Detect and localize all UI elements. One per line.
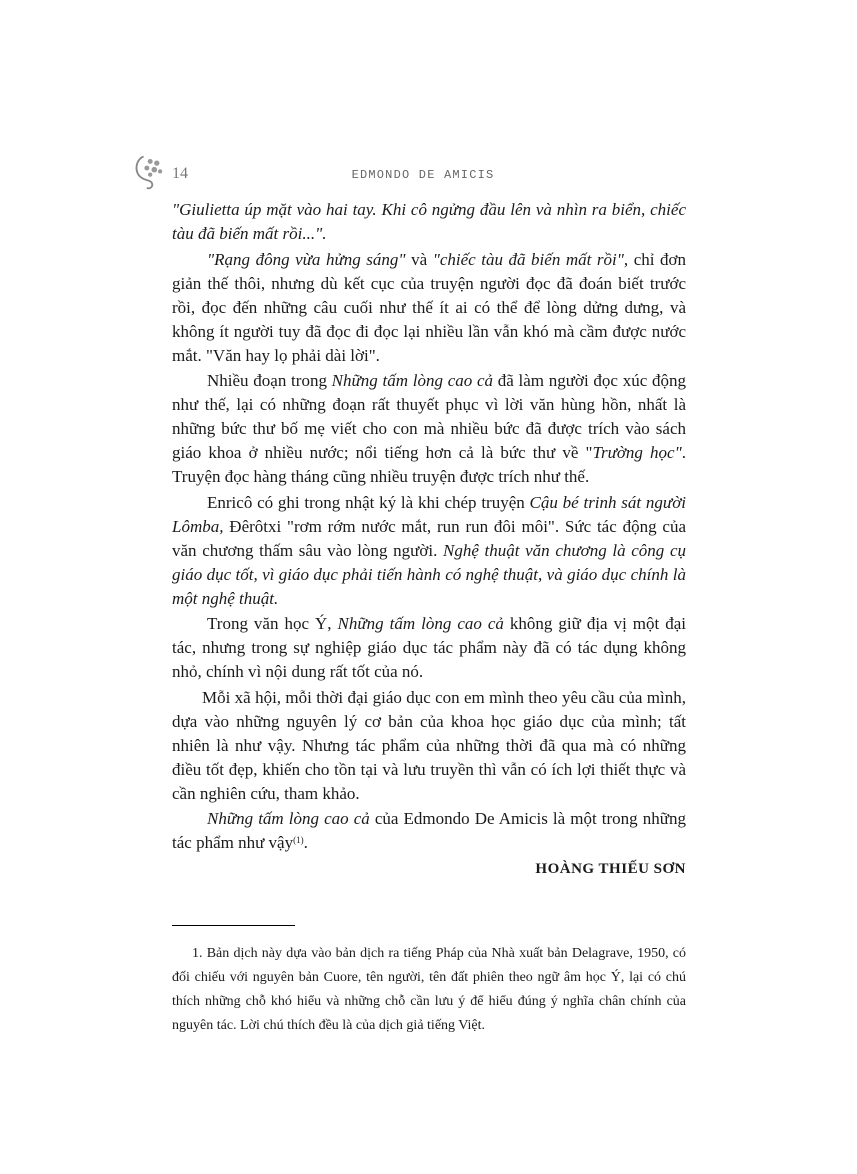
text-run: , chỉ đơn giản thế thôi, nhưng dù kết cục của truyện người đọc đã đoán biết trước rồi, đọc đến những câu cuối như thế ít ai có thể để lòng dửng dưng, và không ít người tuy đã đọc đi đọc lại nhiều lần vẫn khó mà cầm được nước mắt. "Văn hay lọ phải dài lời". bbox=[172, 249, 687, 365]
italic-text: Những tấm lòng cao cả bbox=[337, 614, 504, 633]
italic-text: Những tấm lòng cao cả bbox=[207, 809, 370, 828]
text-run: Đêrôtxi "rơm rớm nước mắt, run run đôi môi". Sức tác động của văn chương thấm sâu vào lòng người. bbox=[172, 516, 686, 560]
italic-text: "Rạng đông vừa hửng sáng" bbox=[207, 249, 406, 269]
italic-text: Trường học" bbox=[592, 443, 682, 462]
running-head: EDMONDO DE AMICIS bbox=[351, 168, 495, 182]
text-run: . Truyện đọc hàng tháng cũng nhiều truyện được trích như thế. bbox=[172, 443, 686, 486]
paragraph bbox=[172, 198, 686, 246]
italic-text: "Giulietta úp mặt vào hai tay. Khi cô ngửng đầu lên và nhìn ra biển, chiếc tàu đã biến mất rồi...". bbox=[172, 200, 686, 243]
text-run: Nhiều đoạn trong bbox=[207, 371, 332, 390]
italic-text: Nghệ thuật văn chương là công cụ giáo dục tốt, vì giáo dục phải tiến hành có nghệ thuật, và giáo dục chính là một nghệ thuật. bbox=[172, 540, 686, 608]
footnote: 1. Bản dịch này dựa vào bản dịch ra tiếng Pháp của Nhà xuất bản Delagrave, 1950, có đối chiếu với nguyên bản Cuore, tên người, tên đất phiên theo ngữ âm học Ý, lại có chú thích những chỗ khó hiểu và những chỗ cần lưu ý để hiểu đúng ý nghĩa chân chính của nguyên tác. Lời chú thích đều là của dịch giả tiếng Việt. bbox=[172, 946, 686, 1033]
page-number: 14 bbox=[172, 165, 188, 182]
text-run: đã làm người đọc xúc động như thế, lại có những đoạn rất thuyết phục vì lời văn hùng hồn, nhất là những bức thư bố mẹ viết cho con mà nhiều bức đã được trích vào sách giáo khoa ở nhiều nước; nổi tiếng hơn cả là bức thư về " bbox=[172, 371, 686, 462]
flower-ornament-icon bbox=[132, 150, 170, 196]
footnote-divider bbox=[172, 925, 295, 926]
text-run: không giữ địa vị một đại tác, nhưng trong sự nghiệp giáo dục tác phẩm này đã có tác dụng không nhỏ, chính vì nội dung rất tốt của nó. bbox=[172, 614, 686, 681]
text-run: của Edmondo De Amicis là một trong những tác phẩm như vậy bbox=[172, 809, 686, 852]
text-run: và bbox=[405, 249, 433, 269]
paragraph bbox=[172, 248, 686, 368]
paragraph bbox=[172, 491, 686, 611]
author-signature: HOÀNG THIẾU SƠN bbox=[535, 861, 686, 877]
paragraph bbox=[172, 807, 686, 855]
text-run: Mỗi xã hội, mỗi thời đại giáo dục con em mình theo yêu cầu của mình, dựa vào những nguyên lý cơ bản của khoa học giáo dục của mình; tất nhiên là như vậy. Nhưng tác phẩm của những thời đã qua mà có những điều tốt đẹp, khiến cho tồn tại và lưu truyền thì vẫn có ích lợi thiết thực và cần nghiên cứu, tham khảo. bbox=[172, 687, 686, 803]
italic-text: Cậu bé trinh sát người Lômba, bbox=[172, 492, 686, 536]
footnote-reference[interactable]: (1) bbox=[293, 835, 304, 845]
body-text bbox=[172, 198, 686, 881]
paragraph bbox=[172, 369, 686, 489]
text-run: Trong văn học Ý, bbox=[207, 614, 338, 633]
paragraph bbox=[172, 686, 686, 806]
italic-text: "chiếc tàu đã biến mất rồi" bbox=[432, 249, 624, 269]
text-run: . bbox=[303, 833, 308, 852]
page-content bbox=[172, 198, 686, 1038]
text-run: Enricô có ghi trong nhật ký là khi chép truyện bbox=[207, 492, 530, 512]
paragraph bbox=[172, 612, 686, 684]
italic-text: Những tấm lòng cao cả bbox=[331, 371, 494, 390]
